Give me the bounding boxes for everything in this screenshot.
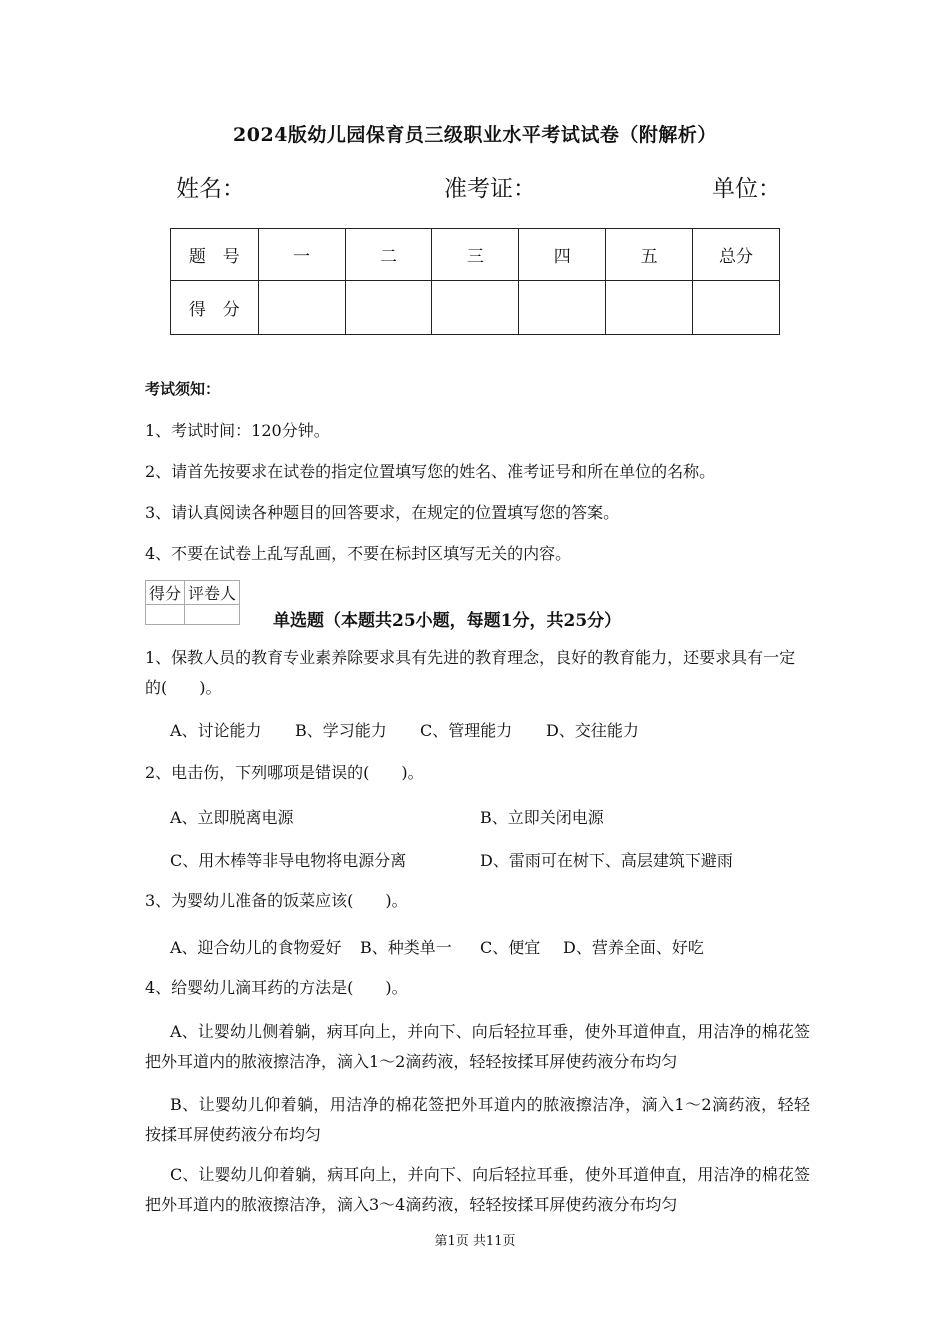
score-table-header-row <box>171 229 780 281</box>
score-header-cell: 三 <box>432 229 519 281</box>
option: B、种类单一 <box>360 938 452 957</box>
option: A、立即脱离电源 <box>170 808 294 827</box>
question-stem: 3、为婴幼儿准备的饭菜应该( )。 <box>145 891 408 910</box>
exam-id-label: 准考证： <box>444 176 536 202</box>
score-cell <box>258 281 345 335</box>
page-title: 2024版幼儿园保育员三级职业水平考试试卷（附解析） <box>233 124 717 146</box>
option: C、用木棒等非导电物将电源分离 <box>170 851 407 870</box>
score-header-cell: 四 <box>519 229 606 281</box>
option: D、营养全面、好吃 <box>563 938 704 957</box>
score-cell <box>693 281 780 335</box>
option: C、让婴幼儿仰着躺，病耳向上，并向下、向后轻拉耳垂，使外耳道伸直，用洁净的棉花签把外耳道内的脓液擦洁净，滴入3～4滴药液，轻轻按揉耳屏使药液分布均匀 <box>145 1165 810 1214</box>
score-header-cell: 五 <box>606 229 693 281</box>
option: D、雷雨可在树下、高层建筑下避雨 <box>480 851 733 870</box>
notice-item: 1、考试时间：120分钟。 <box>145 421 330 440</box>
score-header-cell: 二 <box>345 229 432 281</box>
score-cell <box>606 281 693 335</box>
notice-heading: 考试须知： <box>145 380 221 398</box>
score-cell <box>345 281 432 335</box>
score-cell <box>519 281 606 335</box>
option: A、讨论能力 <box>170 721 262 740</box>
score-table <box>170 228 780 335</box>
option: C、便宜 <box>480 938 541 957</box>
option: B、学习能力 <box>295 721 387 740</box>
grader-reviewer-cell <box>185 605 240 625</box>
question-stem: 1、保教人员的教育专业素养除要求具有先进的教育理念，良好的教育能力，还要求具有一定的( )。 <box>145 648 796 697</box>
score-table-score-row <box>171 281 780 335</box>
score-cell <box>432 281 519 335</box>
option: B、让婴幼儿仰着躺，用洁净的棉花签把外耳道内的脓液擦洁净，滴入1～2滴药液，轻轻按揉耳屏使药液分布均匀 <box>145 1095 810 1144</box>
option: C、管理能力 <box>420 721 513 740</box>
notice-item: 4、不要在试卷上乱写乱画，不要在标封区填写无关的内容。 <box>145 544 572 563</box>
option: B、立即关闭电源 <box>480 808 604 827</box>
option: D、交往能力 <box>546 721 639 740</box>
option: A、迎合幼儿的食物爱好 <box>170 938 342 957</box>
question-stem: 2、电击伤，下列哪项是错误的( )。 <box>145 763 424 782</box>
section-title: 单选题（本题共25小题，每题1分，共25分） <box>273 611 622 631</box>
option: A、让婴幼儿侧着躺，病耳向上，并向下、向后轻拉耳垂，使外耳道伸直，用洁净的棉花签把外耳道内的脓液擦洁净，滴入1～2滴药液，轻轻按揉耳屏使药液分布均匀 <box>145 1022 810 1071</box>
name-label: 姓名： <box>176 176 245 202</box>
page-footer: 第1页 共11页 <box>434 1234 516 1249</box>
score-header-cell: 总分 <box>693 229 780 281</box>
score-row-label: 得 分 <box>171 281 259 335</box>
notice-item: 2、请首先按要求在试卷的指定位置填写您的姓名、准考证号和所在单位的名称。 <box>145 462 716 481</box>
score-header-cell: 题 号 <box>171 229 259 281</box>
grader-box <box>145 580 240 625</box>
grader-score-cell <box>146 605 185 625</box>
grader-reviewer-label: 评卷人 <box>185 581 240 605</box>
unit-label: 单位： <box>712 176 781 202</box>
question-stem: 4、给婴幼儿滴耳药的方法是( )。 <box>145 978 408 997</box>
score-header-cell: 一 <box>258 229 345 281</box>
grader-score-label: 得分 <box>146 581 185 605</box>
notice-item: 3、请认真阅读各种题目的回答要求，在规定的位置填写您的答案。 <box>145 503 620 522</box>
